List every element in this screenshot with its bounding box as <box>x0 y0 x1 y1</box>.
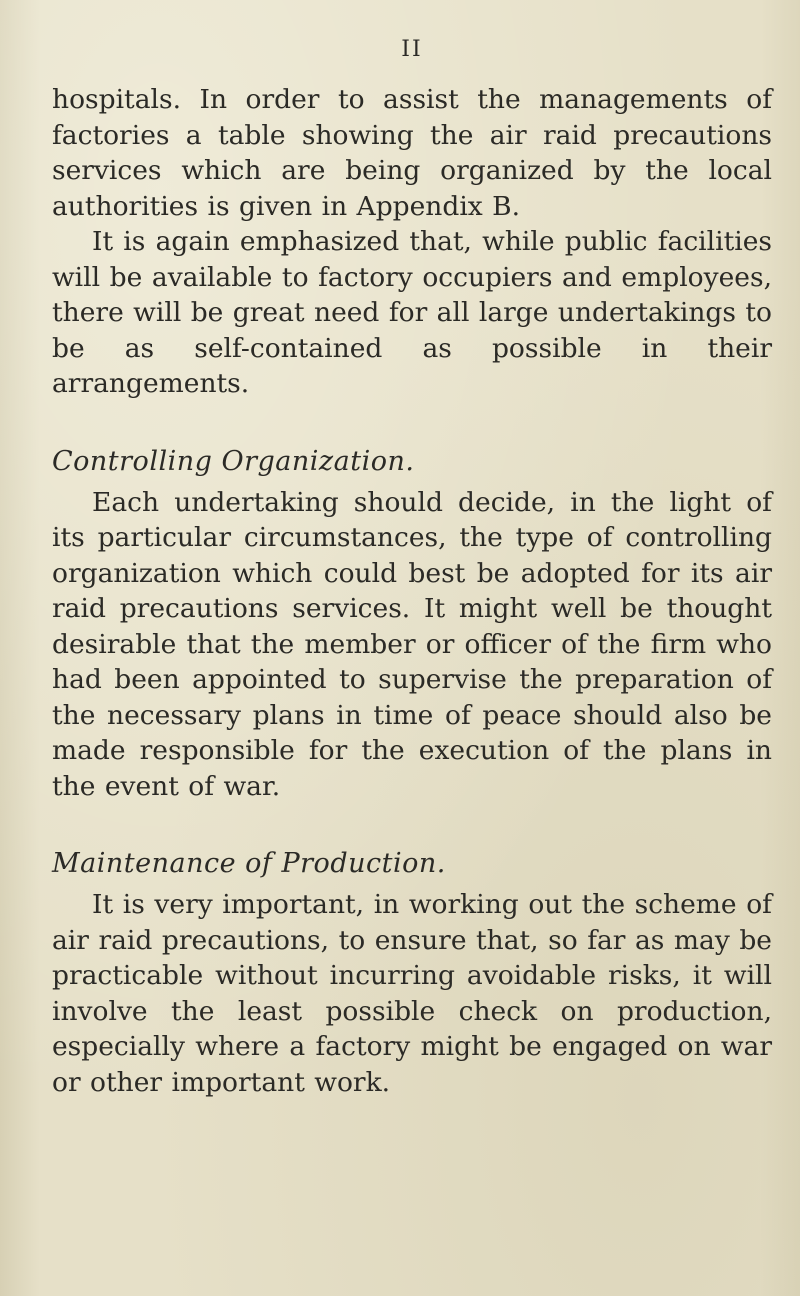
paragraph-maintenance-of-production: It is very important, in working out the scheme of air raid precautions, to ensure that, so far as may be practicable without incurring avoidable risks, it will involve the least possible check on production, especially where a factory might be engaged on war or other important work. <box>52 889 772 1098</box>
heading-controlling-organization: Controlling Organization. <box>52 445 415 477</box>
document-page <box>52 36 772 1100</box>
page-number: II <box>401 37 423 62</box>
heading-maintenance-of-production: Maintenance of Production. <box>52 848 446 879</box>
paragraph-self-contained: It is again emphasized that, while public facilities will be available to factory occupiers and employees, there will be great need for all large undertakings to be as self-contained as possible in their arrangements. <box>52 226 772 399</box>
paragraph-controlling-organization: Each undertaking should decide, in the light of its particular circumstances, the type of controlling organization which could best be adopted for its air raid precautions services. It might well be thought desirable that the member or officer of the firm who had been appointed to supervise the preparation of the necessary plans in time of peace should also be made responsible for the execution of the plans in the event of war. <box>52 486 772 802</box>
paragraph-hospitals: hospitals. In order to assist the managements of factories a table showing the air raid precautions services which are being organized by the local authorities is given in Appendix B. <box>52 84 772 222</box>
